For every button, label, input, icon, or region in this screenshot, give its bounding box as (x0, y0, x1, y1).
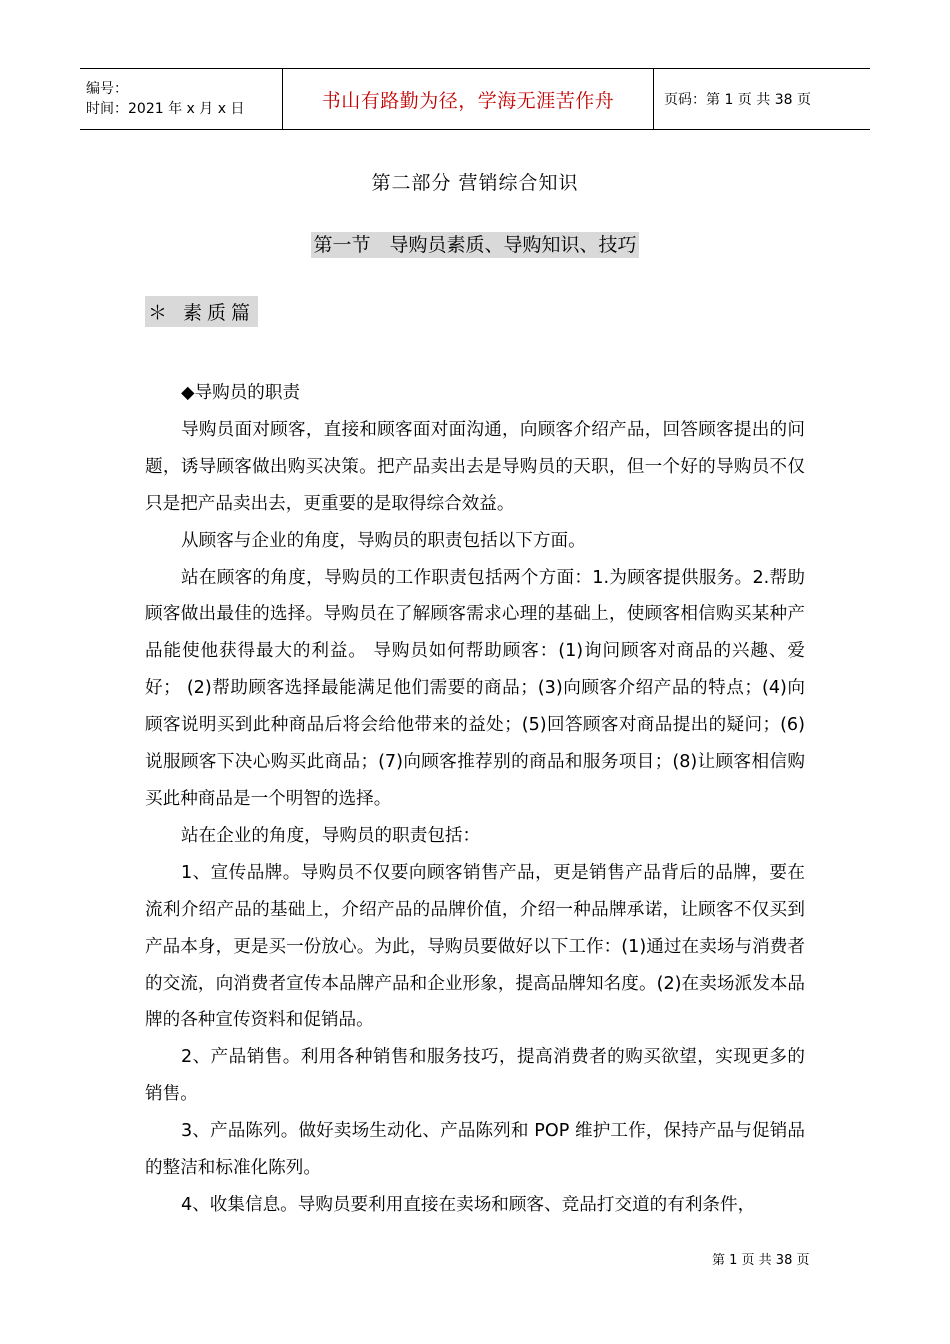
doc-date-label: 时间：2021 年 x 月 x 日 (86, 101, 245, 117)
document-title: 第二部分 营销综合知识 (371, 172, 579, 194)
header-page-cell (654, 69, 870, 129)
header-meta (80, 69, 282, 129)
subtitle-row (0, 230, 950, 257)
doc-number-label: 编号： (86, 81, 128, 97)
paragraph: 从顾客与企业的角度，导购员的职责包括以下方面。 (181, 530, 586, 551)
page-footer: 第 1 页 共 38 页 (712, 1253, 810, 1268)
paragraph: 站在企业的角度，导购员的职责包括： (181, 825, 481, 846)
section-subtitle: 第一节 导购员素质、导购知识、技巧 (313, 234, 637, 256)
paragraph: 4、收集信息。导购员要利用直接在卖场和顾客、竞品打交道的有利条件， (181, 1194, 756, 1215)
body-content (145, 375, 805, 1224)
header-motto-cell (282, 69, 654, 129)
page-header (80, 68, 870, 130)
paragraph: 3、产品陈列。做好卖场生动化、产品陈列和 POP 维护工作，保持产品与促销品的整洁和标准化陈列。 (145, 1121, 805, 1179)
header-page-number: 页码：第 1 页 共 38 页 (664, 92, 811, 108)
paragraph: 站在顾客的角度，导购员的工作职责包括两个方面：1.为顾客提供服务。2.帮助顾客做出最佳的选择。导购员在了解顾客需求心理的基础上，使顾客相信购买某种产品能使他获得最大的利益。 导购员如何帮助顾客：(1)询问顾客对商品的兴趣、爱好； (2)帮助顾客选择最能满足他们需要的商品；(3)向顾客介绍产品的特点；(4)向顾客说明买到此种商品后将会给他带来的益处；(5)回答顾客对商品提出的疑问；(6)说服顾客下决心购买此商品；(7)向顾客推荐别的商品和服务项目；(8)让顾客相信购买此种商品是一个明智的选择。 (145, 567, 805, 809)
paragraph: 2、产品销售。利用各种销售和服务技巧，提高消费者的购买欲望，实现更多的销售。 (145, 1047, 805, 1105)
paragraph-heading: ◆导购员的职责 (181, 383, 301, 403)
header-motto: 书山有路勤为径，学海无涯苦作舟 (321, 89, 615, 112)
section-heading: ＊ 素质篇 (145, 296, 258, 327)
paragraph: 导购员面对顾客，直接和顾客面对面沟通，向顾客介绍产品，回答顾客提出的问题，诱导顾客做出购买决策。把产品卖出去是导购员的天职，但一个好的导购员不仅只是把产品卖出去，更重要的是取得综合效益。 (145, 419, 805, 514)
paragraph: 1、宣传品牌。导购员不仅要向顾客销售产品，更是销售产品背后的品牌，要在流利介绍产品的基础上，介绍产品的品牌价值，介绍一种品牌承诺，让顾客不仅买到产品本身，更是买一份放心。为此，导购员要做好以下工作：(1)通过在卖场与消费者的交流，向消费者宣传本品牌产品和企业形象，提高品牌知名度。(2)在卖场派发本品牌的各种宣传资料和促销品。 (145, 862, 805, 1031)
